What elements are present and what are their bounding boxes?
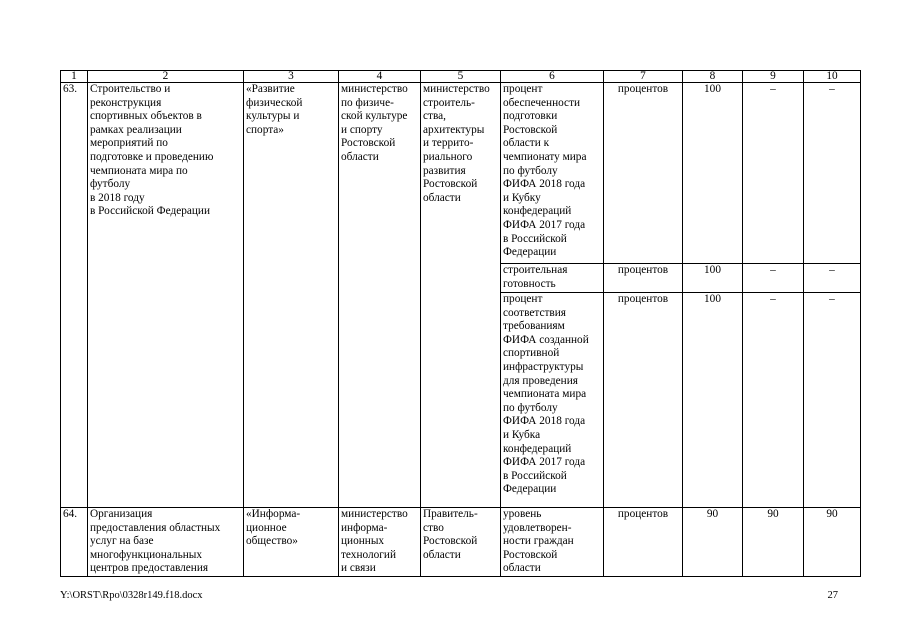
indicator-name: процент обеспеченности подготовки Ростовской области к чемпионату мира по футболу ФИФА 2018 года и Кубку конфедераций ФИФА 2017 года в Российской Федерации [501,83,604,264]
header-cell-6: 6 [501,71,604,83]
indicator-unit: процентов [604,83,683,264]
header-cell-5: 5 [421,71,501,83]
page-number: 27 [827,590,838,601]
indicator-value-9: – [743,83,804,264]
indicator-value-10: 90 [804,508,861,577]
indicator-value-10: – [804,264,861,293]
indicator-value-8: 100 [683,264,743,293]
event-name: Строительство и реконструкция спортивных объектов в рамках реализации мероприятий по подготовке и проведению чемпионата мира по футболу в 2018 году в Российской Федерации [88,83,244,508]
indicator-unit: процентов [604,264,683,293]
program-name: «Развитие физической культуры и спорта» [244,83,339,508]
header-cell-8: 8 [683,71,743,83]
header-cell-7: 7 [604,71,683,83]
document-table [60,70,861,577]
indicator-name: строительная готовность [501,264,604,293]
table-row [61,508,861,577]
header-cell-1: 1 [61,71,88,83]
row-number: 64. [61,508,88,577]
indicator-value-8: 90 [683,508,743,577]
indicator-value-10: – [804,83,861,264]
indicator-value-10: – [804,293,861,508]
header-cell-9: 9 [743,71,804,83]
header-cell-3: 3 [244,71,339,83]
table-row [61,83,861,264]
indicator-value-9: – [743,264,804,293]
indicator-unit: процентов [604,293,683,508]
co-executor: министерство строитель- ства, архитектуры и террито- риального развития Ростовской области [421,83,501,508]
responsible-executor: министерство информа- ционных технологий и связи [339,508,421,577]
event-name: Организация предоставления областных услуг на базе многофункциональных центров предоставления [88,508,244,577]
footer-file-path: Y:\ORST\Rpo\0328r149.f18.docx [60,590,203,601]
header-cell-4: 4 [339,71,421,83]
indicator-value-9: – [743,293,804,508]
indicator-value-9: 90 [743,508,804,577]
header-cell-10: 10 [804,71,861,83]
indicator-unit: процентов [604,508,683,577]
row-number: 63. [61,83,88,508]
indicator-name: процент соответствия требованиям ФИФА созданной спортивной инфраструктуры для проведения чемпионата мира по футболу ФИФА 2018 года и Кубка конфедераций ФИФА 2017 года в Российской Федерации [501,293,604,508]
indicator-name: уровень удовлетворен- ности граждан Ростовской области [501,508,604,577]
header-row [61,71,861,83]
indicator-value-8: 100 [683,83,743,264]
responsible-executor: министерство по физиче- ской культуре и спорту Ростовской области [339,83,421,508]
header-cell-2: 2 [88,71,244,83]
co-executor: Правитель- ство Ростовской области [421,508,501,577]
program-name: «Информа- ционное общество» [244,508,339,577]
indicator-value-8: 100 [683,293,743,508]
